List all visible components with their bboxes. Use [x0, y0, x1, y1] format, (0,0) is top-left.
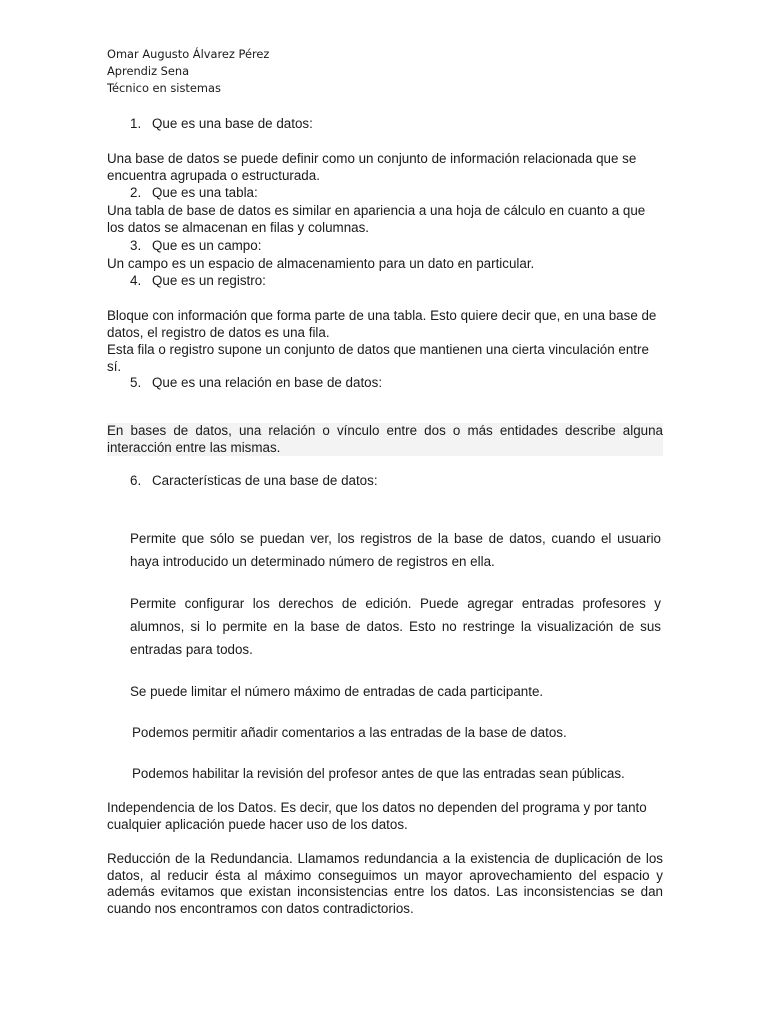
characteristic-item: Se puede limitar el número máximo de entradas de cada participante. — [130, 684, 544, 699]
question-number: 6. — [130, 473, 142, 488]
question-text: Que es una relación en base de datos: — [152, 375, 383, 390]
characteristic-item: Podemos habilitar la revisión del profesor antes de que las entradas sean públicas. — [132, 766, 625, 781]
question-text: Que es un campo: — [152, 238, 262, 253]
author-program: Técnico en sistemas — [107, 81, 221, 95]
characteristic-item: Permite que sólo se puedan ver, los registros de la base de datos, cuando el usuario haya introducido un determinado número de registros en ella. — [130, 531, 661, 569]
question-text: Que es una base de datos: — [152, 116, 313, 131]
question-2 — [130, 185, 258, 202]
question-number: 4. — [130, 273, 142, 288]
characteristic-item: Permite configurar los derechos de edición. Puede agregar entradas profesores y alumnos, si lo permite en la base de datos. Esto no restringe la visualización de sus entradas para todos. — [130, 596, 661, 657]
answer-5: En bases de datos, una relación o vínculo entre dos o más entidades describe alguna interacción entre las mismas. — [107, 423, 663, 455]
author-name: Omar Augusto Álvarez Pérez — [107, 47, 270, 61]
question-number: 2. — [130, 185, 142, 200]
question-4 — [130, 273, 266, 290]
answer-4-paragraph-1: Bloque con información que forma parte de una tabla. Esto quiere decir que, en una base de datos, el registro de datos es una fila. — [107, 308, 657, 340]
question-number: 5. — [130, 375, 142, 390]
question-6 — [130, 473, 378, 490]
question-text: Que es un registro: — [152, 273, 266, 288]
answer-1: Una base de datos se puede definir como un conjunto de información relacionada que se encuentra agrupada o estructurada. — [107, 151, 637, 183]
question-1 — [130, 116, 313, 133]
answer-4-paragraph-2: Esta fila o registro supone un conjunto de datos que mantienen una cierta vinculación entre sí. — [107, 342, 649, 374]
question-3 — [130, 238, 261, 255]
question-5 — [130, 375, 382, 392]
paragraph-independence: Independencia de los Datos. Es decir, que los datos no dependen del programa y por tanto cualquier aplicación puede hacer uso de los datos. — [107, 800, 647, 832]
answer-3: Un campo es un espacio de almacenamiento para un dato en particular. — [107, 256, 535, 271]
paragraph-redundancy: Reducción de la Redundancia. Llamamos redundancia a la existencia de duplicación de los datos, al reducir ésta al máximo conseguimos un mayor aprovechamiento del espacio y además evitamos que existan inconsistencias entre los datos. Las inconsistencias se dan cuando nos encontramos con datos contradictorios. — [107, 851, 663, 916]
author-role: Aprendiz Sena — [107, 64, 190, 78]
answer-2: Una tabla de base de datos es similar en apariencia a una hoja de cálculo en cuanto a que los datos se almacenan en filas y columnas. — [107, 203, 646, 235]
question-number: 3. — [130, 238, 142, 253]
question-text: Que es una tabla: — [152, 185, 258, 200]
characteristic-item: Podemos permitir añadir comentarios a las entradas de la base de datos. — [132, 725, 567, 740]
question-text: Características de una base de datos: — [152, 473, 378, 488]
question-number: 1. — [130, 116, 142, 131]
